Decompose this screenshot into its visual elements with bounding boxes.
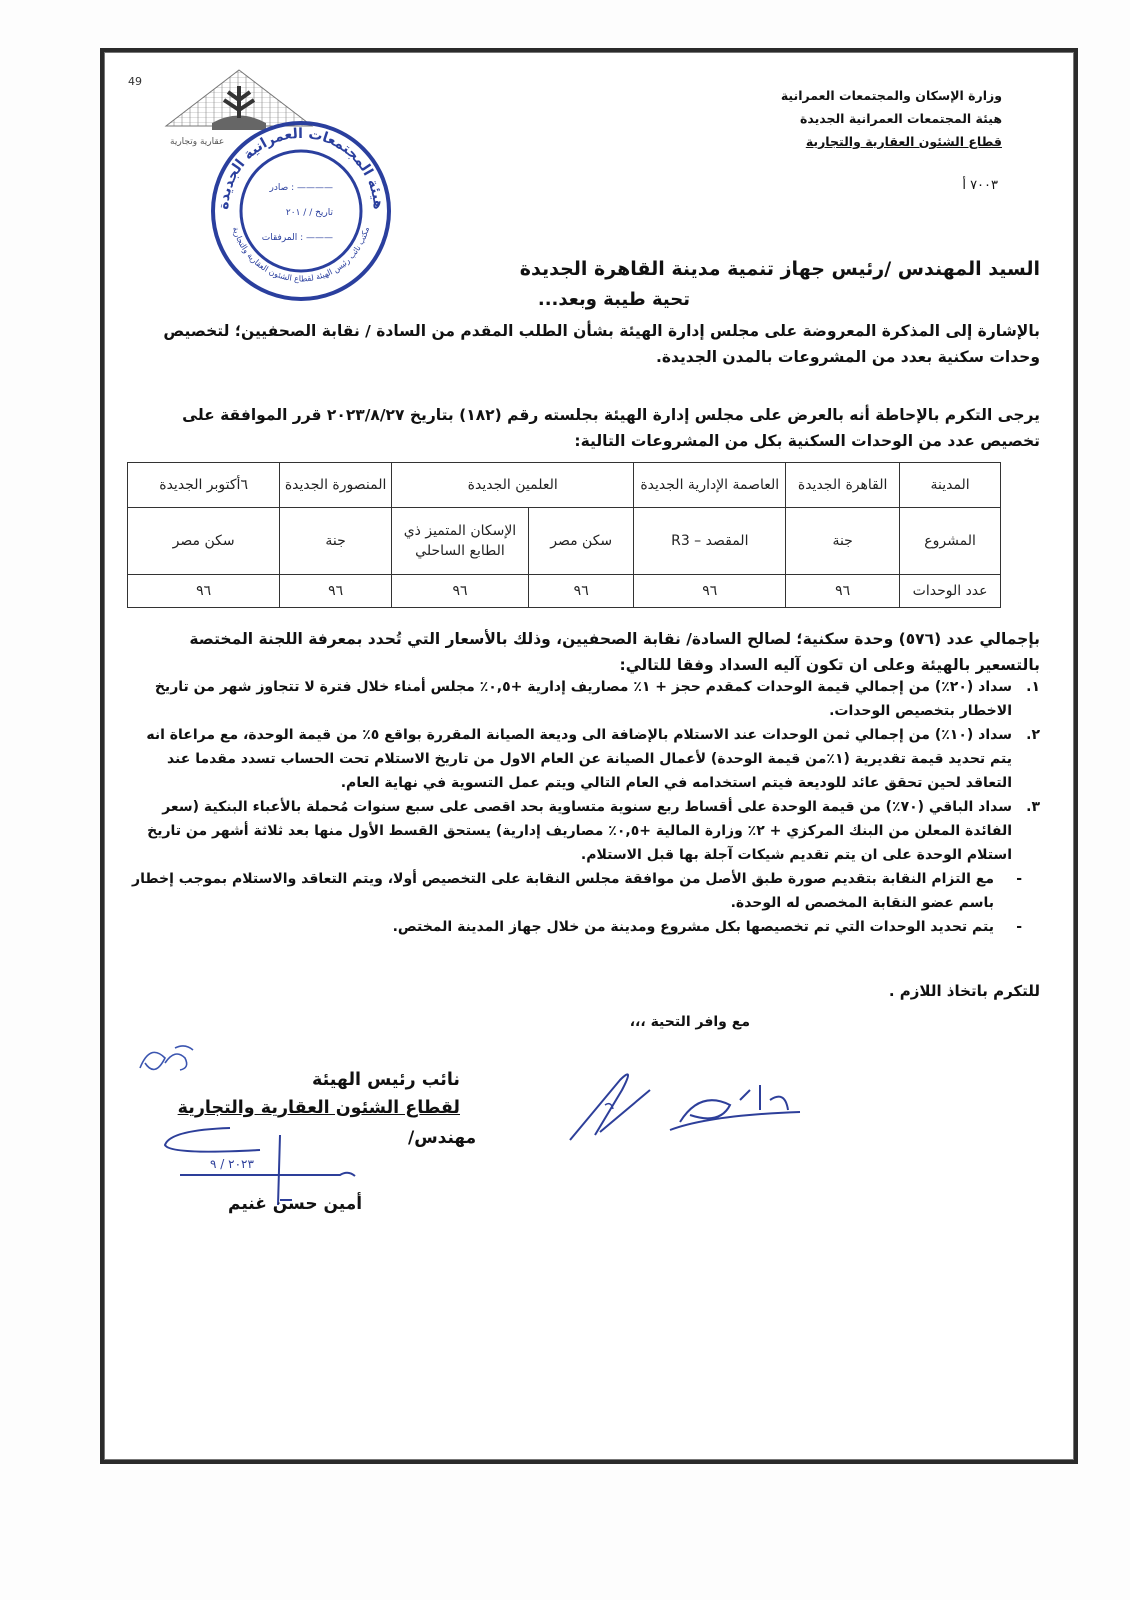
project-cell: جنة xyxy=(786,508,900,575)
units-cell: ٩٦ xyxy=(280,575,392,608)
payment-terms-list xyxy=(120,675,1040,939)
item-number: ٢. xyxy=(1026,727,1040,743)
note-item xyxy=(120,915,1040,939)
units-cell: ٩٦ xyxy=(634,575,786,608)
item-text: سداد (٢٠٪) من إجمالي قيمة الوحدات كمقدم حجز + ١٪ مصاريف إدارية +٠,٥٪ مجلس أمناء خلال فترة لا تتجاوز شهر من تاريخ الاخطار بتخصيص الوحدات. xyxy=(154,679,1012,719)
closing-line: للتكرم باتخاذ اللازم . xyxy=(888,982,1040,1000)
paragraph-decision: يرجى التكرم بالإحاطة أنه بالعرض على مجلس إدارة الهيئة بجلسته رقم (١٨٢) بتاريخ ٢٠٢٣/٨/٢٧ قرر الموافقة على تخصيص عدد من الوحدات السكنية بكل من المشروعات التالية: xyxy=(182,406,1040,450)
project-cell: سكن مصر xyxy=(128,508,280,575)
city-cell: ٦أكتوبر الجديدة xyxy=(128,463,280,508)
project-cell: سكن مصر xyxy=(528,508,633,575)
row-label-project: المشروع xyxy=(900,508,1001,575)
ministry-name: وزارة الإسكان والمجتمعات العمرانية xyxy=(780,88,1002,103)
table-row-city xyxy=(128,463,1001,508)
note-text: يتم تحديد الوحدات التي تم تخصيصها بكل مشروع ومدينة من خلال جهاز المدينة المختص. xyxy=(392,919,994,935)
list-item xyxy=(120,675,1040,723)
signatory-title xyxy=(150,1066,460,1122)
signatory-name: أمين حسن غنيم xyxy=(228,1194,363,1214)
svg-text:تاريخ / / ٢٠١: تاريخ / / ٢٠١ xyxy=(285,208,333,218)
units-cell: ٩٦ xyxy=(786,575,900,608)
signatory-prefix: مهندس/ xyxy=(408,1128,477,1148)
units-cell: ٩٦ xyxy=(128,575,280,608)
project-cell: جنة xyxy=(280,508,392,575)
item-number: ١. xyxy=(1026,679,1040,695)
bullet-dash-icon: - xyxy=(1016,919,1022,935)
svg-text:عقارية وتجارية: عقارية وتجارية xyxy=(170,137,225,147)
row-label-units: عدد الوحدات xyxy=(900,575,1001,608)
paragraph-total: بإجمالي عدد (٥٧٦) وحدة سكنية؛ لصالح السادة/ نقابة الصحفيين، وذلك بالأسعار التي تُحدد بمعرفة اللجنة المختصة بالتسعير بالهيئة وعلى ان تكون آليه السداد وفقا للتالي: xyxy=(189,630,1040,674)
letterhead xyxy=(781,84,1002,153)
authority-name: هيئة المجتمعات العمرانية الجديدة xyxy=(799,111,1002,126)
paragraph-reference: بالإشارة إلى المذكرة المعروضة على مجلس إدارة الهيئة بشأن الطلب المقدم من السادة / نقابة الصحفيين؛ لتخصيص وحدات سكنية بعدد من المشروعات بالمدن الجديدة. xyxy=(163,322,1040,366)
greeting: تحية طيبة وبعد... xyxy=(537,289,690,310)
addressee: السيد المهندس /رئيس جهاز تنمية مدينة القاهرة الجديدة xyxy=(519,258,1040,280)
handwritten-signature-icon xyxy=(560,1060,820,1150)
item-text: سداد (١٠٪) من إجمالي ثمن الوحدات عند الاستلام بالإضافة الى وديعة الصيانة المقررة بواقع ٥٪ من قيمة الوحدة، مع مراعاة انه يتم تحديد قيمة تقديرية (١٪من قيمة الوحدة) لأعمال الصيانة عن العام الاول من تاريخ الاستلام تحت الحساب تسدد مقدما عند التعاقد لحين تحقق عائد للوديعة فيتم استخدامه في العام التالي ويتم عمل التسوية في نهاية العام. xyxy=(146,727,1012,791)
row-label-city: المدينة xyxy=(900,463,1001,508)
item-text: سداد الباقي (٧٠٪) من قيمة الوحدة على أقساط ربع سنوية متساوية بحد اقصى على سبع سنوات مُحملة بالأعباء البنكية (سعر الفائدة المعلن من البنك المركزي + ٢٪ وزارة المالية +٠,٥٪ مصاريف إدارية) يستحق القسط الأول منها بعد ثلاثة أشهر من تاريخ استلام الوحدة على ان يتم تقديم شيكات آجلة بها قبل الاستلام. xyxy=(147,799,1012,863)
city-cell: القاهرة الجديدة xyxy=(786,463,900,508)
svg-text:هيئة المجتمعات العمرانية الجدي: هيئة المجتمعات العمرانية الجديدة xyxy=(215,126,387,211)
table-row-units xyxy=(128,575,1001,608)
regards-line: مع وافر التحية ،،، xyxy=(629,1014,750,1030)
units-cell: ٩٦ xyxy=(391,575,528,608)
sector-name: قطاع الشئون العقارية والتجارية xyxy=(805,134,1002,149)
signatory-title-line-1: نائب رئيس الهيئة xyxy=(312,1070,460,1090)
list-item xyxy=(120,723,1040,795)
table-row-project xyxy=(128,508,1001,575)
svg-text:المرفقات : ———: المرفقات : ——— xyxy=(261,233,333,243)
city-cell: العلمين الجديدة xyxy=(391,463,633,508)
official-stamp-icon xyxy=(208,118,394,304)
svg-text:٢٠٢٣ / ٩: ٢٠٢٣ / ٩ xyxy=(210,1157,254,1171)
city-cell: العاصمة الإدارية الجديدة xyxy=(634,463,786,508)
project-cell: المقصد – R3 xyxy=(634,508,786,575)
signatory-title-line-2: لقطاع الشئون العقارية والتجارية xyxy=(177,1098,460,1118)
item-number: ٣. xyxy=(1026,799,1040,815)
allocation-table xyxy=(127,462,1001,608)
svg-text:صادر : ————: صادر : ———— xyxy=(269,183,333,193)
note-item xyxy=(120,867,1040,915)
note-text: مع التزام النقابة بتقديم صورة طبق الأصل من موافقة مجلس النقابة على التخصيص أولا، ويتم التعاقد والاستلام بموجب إخطار باسم عضو النقابة المخصص له الوحدة. xyxy=(132,871,994,911)
units-cell: ٩٦ xyxy=(528,575,633,608)
list-item xyxy=(120,795,1040,867)
bullet-dash-icon: - xyxy=(1016,871,1022,887)
project-cell: الإسكان المتميز ذي الطابع الساحلي xyxy=(391,508,528,575)
svg-text:مكتب نائب رئيس الهيئة لقطاع ال: مكتب نائب رئيس الهيئة لقطاع الشئون العقارية والتجارية xyxy=(230,225,372,284)
city-cell: المنصورة الجديدة xyxy=(280,463,392,508)
page-number: 49 xyxy=(128,75,142,88)
reference-number: ٧٠٠٣ أ xyxy=(962,178,998,193)
